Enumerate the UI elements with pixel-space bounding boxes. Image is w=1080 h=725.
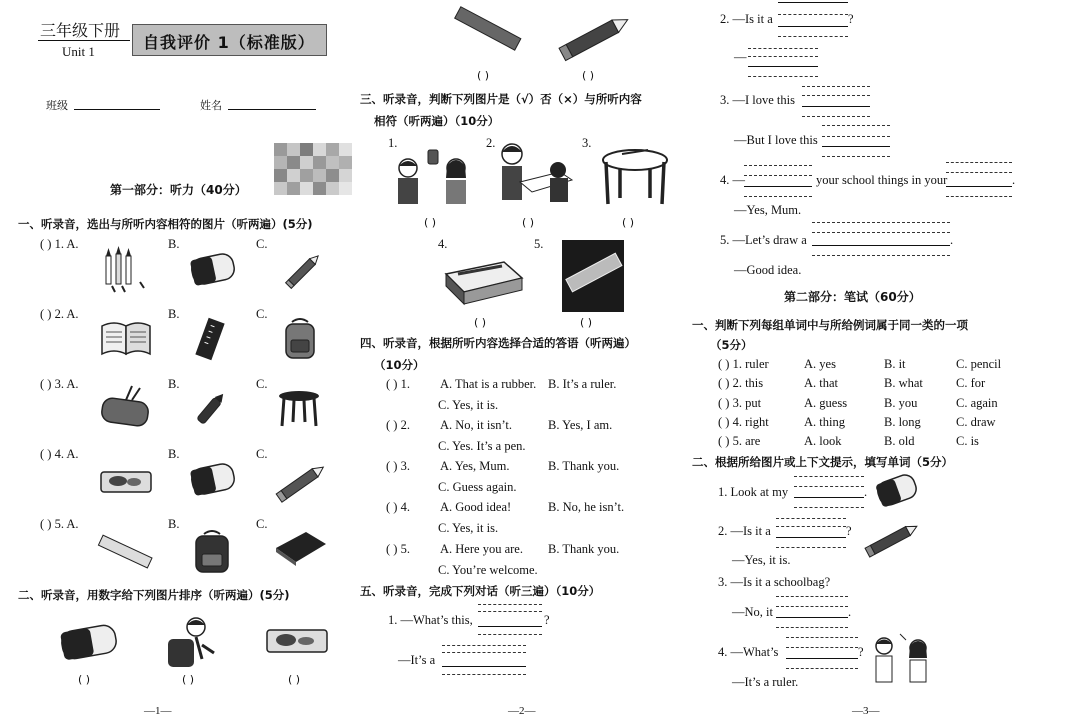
rubber-icon (188, 460, 240, 500)
option-a: A. look (804, 434, 842, 448)
answer-line (946, 172, 1012, 173)
option-c: C. Guess again. (438, 480, 517, 494)
answer-paren[interactable]: ( ) (582, 69, 595, 82)
question-number: ( ) 2. (386, 418, 410, 432)
option-a: A. Good idea! (440, 500, 512, 514)
option-b-label: B. (168, 307, 180, 321)
answer-line (812, 232, 950, 233)
question-word: ( ) 4. right (718, 415, 769, 429)
answer-field[interactable] (802, 106, 870, 107)
ruler-icon (96, 532, 154, 572)
kids-talking-icon (388, 148, 478, 208)
book-icon (272, 528, 328, 568)
question-number: ( ) 1. A. (40, 237, 79, 251)
option-c: C. pencil (956, 357, 1002, 371)
dialogue-q2-end: ? (848, 12, 854, 26)
answer-line (478, 611, 542, 612)
dialogue-a1: —It’s a (398, 653, 436, 667)
answer-line (778, 36, 848, 37)
answer-line (442, 645, 526, 646)
pencil-box-icon (264, 620, 330, 660)
answer-paren[interactable]: ( ) (477, 69, 490, 82)
fill-item-2-answer: —Yes, it is. (732, 553, 791, 567)
p2-sec3-heading: 三、听录音，判断下列图片是（√）否（×）与所听内容 (360, 92, 642, 106)
option-b: B. it (884, 357, 906, 371)
option-c: C. Yes. It’s a pen. (438, 439, 526, 453)
answer-line (822, 136, 890, 137)
pencil-box-icon (442, 254, 524, 310)
schoolbag-icon (190, 528, 234, 576)
fill-item-2-end: ? (846, 524, 852, 538)
option-b: B. you (884, 396, 918, 410)
pencil-icon (282, 248, 326, 292)
dialogue-a3: —But I love this (734, 133, 818, 147)
question-number: ( ) 4. (386, 500, 410, 514)
option-c: C. draw (956, 415, 996, 429)
answer-line (744, 196, 812, 197)
option-c-label: C. (256, 377, 268, 391)
answer-paren[interactable]: ( ) (580, 316, 593, 329)
fill-item-3-answer: —No, it (732, 605, 773, 619)
answer-line (822, 125, 890, 126)
answer-field[interactable] (776, 537, 846, 538)
answer-line (786, 637, 858, 638)
dialogue-a5: —Good idea. (734, 263, 802, 277)
pencil-case-icon (98, 384, 154, 430)
question-number: ( ) 4. A. (40, 447, 79, 461)
dialogue-q2: 2. —Is it a (720, 12, 773, 26)
answer-paren[interactable]: ( ) (522, 216, 535, 229)
rubber-icon (876, 470, 920, 510)
grade-underline (38, 40, 130, 41)
rubber-icon (58, 620, 124, 664)
table-icon (600, 146, 670, 208)
ruler-icon (452, 6, 524, 52)
answer-line (946, 196, 1012, 197)
p3-sec1-heading: 一、判断下列每组单词中与所给例词属于同一类的一项 (692, 318, 968, 332)
schoolbag-icon (280, 316, 320, 362)
question-number: ( ) 5. A. (40, 517, 79, 531)
answer-paren[interactable]: ( ) (474, 316, 487, 329)
option-c: C. You’re welcome. (438, 563, 538, 577)
answer-line (442, 652, 526, 653)
answer-field[interactable] (776, 617, 848, 618)
question-number: ( ) 5. (386, 542, 410, 556)
option-b: B. old (884, 434, 915, 448)
pencil-icon (274, 460, 330, 504)
answer-field[interactable] (786, 658, 858, 659)
rubber-icon (188, 250, 240, 290)
dialogue-q4-end: . (1012, 173, 1016, 187)
crayons-icon (100, 246, 150, 294)
name-field[interactable] (228, 109, 316, 110)
answer-field[interactable] (778, 26, 848, 27)
answer-line (946, 162, 1012, 163)
dialogue-q3: 3. —I love this (720, 93, 795, 107)
book-icon (98, 318, 154, 358)
question-word: ( ) 3. put (718, 396, 762, 410)
desk-icon (276, 388, 322, 428)
grade-label: 三年级下册 (40, 21, 121, 40)
page-number: —2— (508, 705, 536, 717)
answer-field[interactable] (744, 186, 812, 187)
option-b-label: B. (168, 447, 180, 461)
fill-item-1-end: . (864, 485, 868, 499)
answer-line (776, 606, 848, 607)
answer-line (802, 86, 870, 87)
fill-item-4-end: ? (858, 645, 864, 659)
fill-item-4: 4. —What’s (718, 645, 779, 659)
answer-field[interactable] (748, 66, 818, 67)
question-number: ( ) 2. A. (40, 307, 79, 321)
answer-line (802, 116, 870, 117)
page-2 (360, 0, 700, 725)
answer-line (776, 526, 846, 527)
p2-sec3-heading-2: 相符（听两遍）（10分） (374, 114, 500, 128)
answer-line (794, 476, 864, 477)
option-c: C. is (956, 434, 979, 448)
answer-field[interactable] (478, 626, 542, 627)
dialogue-a2: — (734, 50, 747, 64)
ruler-photo-icon (562, 240, 624, 312)
item-label: 4. (438, 237, 448, 251)
answer-line (776, 547, 846, 548)
answer-paren[interactable]: ( ) (424, 216, 437, 229)
answer-line (744, 165, 812, 166)
answer-line (812, 255, 950, 256)
p1-sec1-heading: 一、听录音，选出与所听内容相符的图片（听两遍）(5分) (18, 217, 313, 231)
title-box (132, 24, 327, 56)
dialogue-q4-start: 4. — (720, 173, 745, 187)
option-b-label: B. (168, 237, 180, 251)
answer-line (778, 2, 848, 3)
option-c: C. Yes, it is. (438, 521, 499, 535)
option-a: A. No, it isn’t. (440, 418, 512, 432)
answer-field[interactable] (822, 146, 890, 147)
unit-label: Unit 1 (62, 44, 95, 59)
answer-line (748, 76, 818, 77)
ruler-icon (192, 316, 232, 362)
answer-field[interactable] (946, 186, 1012, 187)
answer-line (776, 627, 848, 628)
boy-with-schoolbag-icon (162, 615, 222, 671)
option-b: B. Yes, I am. (548, 418, 613, 432)
item-label: 3. (582, 136, 592, 150)
answer-field[interactable] (812, 245, 950, 246)
answer-line (802, 95, 870, 96)
answer-line (776, 596, 848, 597)
page-1 (0, 0, 360, 725)
option-b: B. No, he isn’t. (548, 500, 625, 514)
fill-item-3: 3. —Is it a schoolbag? (718, 575, 831, 589)
question-word: ( ) 2. this (718, 376, 764, 390)
dialogue-q1: 1. —What’s this, (388, 613, 473, 627)
answer-line (748, 56, 818, 57)
page-3 (692, 0, 1080, 725)
dialogue-q1-end: ? (544, 613, 550, 627)
answer-line (786, 668, 858, 669)
answer-line (794, 486, 864, 487)
answer-line (478, 604, 542, 605)
answer-line (442, 674, 526, 675)
dialogue-q5-end: . (950, 233, 954, 247)
question-number: ( ) 3. (386, 459, 410, 473)
class-label: 班级 (46, 99, 68, 112)
question-word: ( ) 5. are (718, 434, 761, 448)
page-title: 自我评价 1（标准版） (143, 33, 315, 52)
dialogue-q4-mid: your school things in your (816, 173, 948, 187)
option-c: C. for (956, 376, 986, 390)
option-a: A. guess (804, 396, 848, 410)
answer-line (478, 634, 542, 635)
option-a: A. That is a rubber. (440, 377, 537, 391)
option-b: B. It’s a ruler. (548, 377, 617, 391)
p3-sec1-heading-2: （5分） (710, 338, 753, 352)
option-a: A. Here you are. (440, 542, 523, 556)
pencil-icon (556, 10, 634, 64)
option-c-label: C. (256, 517, 268, 531)
option-b-label: B. (168, 517, 180, 531)
item-label: 1. (388, 136, 398, 150)
option-b: B. Thank you. (548, 459, 620, 473)
option-c: C. again (956, 396, 998, 410)
answer-paren[interactable]: ( ) (288, 673, 301, 686)
option-a: A. yes (804, 357, 836, 371)
p1-sec2-heading: 二、听录音，用数字给下列图片排序（听两遍）(5分) (18, 588, 290, 602)
option-b-label: B. (168, 377, 180, 391)
page-number: —3— (852, 705, 880, 717)
option-c-label: C. (256, 237, 268, 251)
option-c: C. Yes, it is. (438, 398, 499, 412)
pen-icon (192, 384, 232, 432)
boy-at-desk-icon (494, 140, 578, 210)
fill-item-2: 2. —Is it a (718, 524, 771, 538)
option-b: B. long (884, 415, 921, 429)
page-number: —1— (144, 705, 172, 717)
option-b: B. Thank you. (548, 542, 620, 556)
option-c-label: C. (256, 447, 268, 461)
answer-line (748, 48, 818, 49)
answer-field[interactable] (794, 497, 864, 498)
option-a: A. that (804, 376, 839, 390)
answer-line (776, 518, 846, 519)
answer-line (822, 156, 890, 157)
answer-line (812, 222, 950, 223)
p3-sec2-heading: 二、根据所给图片或上下文提示，填写单词（5分） (692, 455, 953, 469)
fill-item-1: 1. Look at my (718, 485, 789, 499)
option-a: A. thing (804, 415, 845, 429)
p2-sec5-heading: 五、听录音，完成下列对话（听三遍）（10分） (360, 584, 601, 598)
answer-line (794, 507, 864, 508)
question-number: ( ) 3. A. (40, 377, 79, 391)
pencil-icon (864, 518, 922, 560)
answer-field[interactable] (442, 666, 526, 667)
pencil-box-icon (98, 464, 154, 498)
item-label: 5. (534, 237, 544, 251)
name-label: 姓名 (200, 99, 222, 112)
question-number: ( ) 1. (386, 377, 410, 391)
class-field[interactable] (74, 109, 160, 110)
answer-line (778, 14, 848, 15)
dialogue-q5: 5. —Let’s draw a (720, 233, 807, 247)
part2-heading: 第二部分：笔试（60分） (784, 290, 921, 304)
blurred-qr-code (274, 143, 352, 195)
option-c-label: C. (256, 307, 268, 321)
answer-line (744, 175, 812, 176)
option-b: B. what (884, 376, 923, 390)
answer-paren[interactable]: ( ) (622, 216, 635, 229)
dialogue-a4: —Yes, Mum. (734, 203, 802, 217)
answer-line (786, 647, 858, 648)
option-a: A. Yes, Mum. (440, 459, 510, 473)
answer-paren[interactable]: ( ) (78, 673, 91, 686)
item-label: 2. (486, 136, 496, 150)
answer-paren[interactable]: ( ) (182, 673, 195, 686)
question-word: ( ) 1. ruler (718, 357, 769, 371)
p2-sec4-heading-2: （10分） (374, 358, 425, 372)
kids-talking-icon (870, 632, 932, 686)
fill-item-3-end: . (848, 605, 852, 619)
part1-heading: 第一部分：听力（40分） (110, 183, 247, 197)
fill-item-4-answer: —It’s a ruler. (732, 675, 799, 689)
p2-sec4-heading: 四、听录音，根据所听内容选择合适的答语（听两遍） (360, 336, 636, 350)
